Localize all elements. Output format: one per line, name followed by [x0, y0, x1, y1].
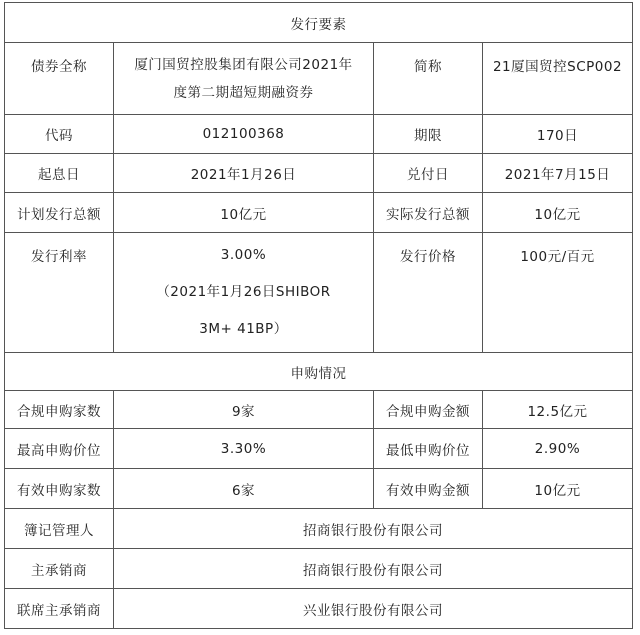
label-valid-amount: 有效申购金额 — [374, 469, 483, 509]
value-term: 170日 — [483, 115, 633, 154]
value-valid-amount: 10亿元 — [483, 469, 633, 509]
value-full-name-line2: 度第二期超短期融资券 — [173, 84, 314, 101]
label-full-name: 债券全称 — [5, 43, 114, 115]
bond-issuance-table — [4, 2, 633, 629]
value-value-date: 2021年1月26日 — [114, 154, 374, 193]
value-issue-price: 100元/百元 — [483, 233, 633, 353]
section-title-issuance: 发行要素 — [5, 3, 633, 43]
label-actual-amount: 实际发行总额 — [374, 193, 483, 233]
value-lead-underwriter: 招商银行股份有限公司 — [114, 549, 633, 589]
label-value-date: 起息日 — [5, 154, 114, 193]
value-issue-rate — [114, 233, 374, 353]
value-compliant-amount: 12.5亿元 — [483, 391, 633, 429]
value-code: 012100368 — [114, 115, 374, 154]
value-issue-rate-main: 3.00% — [220, 247, 267, 263]
value-max-price: 3.30% — [114, 429, 374, 469]
label-term: 期限 — [374, 115, 483, 154]
label-redemption-date: 兑付日 — [374, 154, 483, 193]
label-short-name: 简称 — [374, 43, 483, 115]
value-actual-amount: 10亿元 — [483, 193, 633, 233]
label-planned-amount: 计划发行总额 — [5, 193, 114, 233]
value-redemption-date: 2021年7月15日 — [483, 154, 633, 193]
label-compliant-count: 合规申购家数 — [5, 391, 114, 429]
value-issue-rate-note2: 3M+ 41BP） — [199, 321, 288, 337]
label-min-price: 最低申购价位 — [374, 429, 483, 469]
value-full-name — [114, 43, 374, 115]
label-co-lead-underwriter: 联席主承销商 — [5, 589, 114, 629]
label-issue-rate: 发行利率 — [5, 233, 114, 353]
value-compliant-count: 9家 — [114, 391, 374, 429]
value-valid-count: 6家 — [114, 469, 374, 509]
label-valid-count: 有效申购家数 — [5, 469, 114, 509]
value-short-name: 21厦国贸控SCP002 — [483, 43, 633, 115]
section-title-subscription: 申购情况 — [5, 353, 633, 391]
value-min-price: 2.90% — [483, 429, 633, 469]
value-bookrunner: 招商银行股份有限公司 — [114, 509, 633, 549]
value-planned-amount: 10亿元 — [114, 193, 374, 233]
value-co-lead-underwriter: 兴业银行股份有限公司 — [114, 589, 633, 629]
value-issue-rate-note1: （2021年1月26日SHIBOR — [156, 284, 331, 300]
label-code: 代码 — [5, 115, 114, 154]
label-issue-price: 发行价格 — [374, 233, 483, 353]
label-compliant-amount: 合规申购金额 — [374, 391, 483, 429]
label-bookrunner: 簿记管理人 — [5, 509, 114, 549]
value-full-name-line1: 厦门国贸控股集团有限公司2021年 — [134, 56, 353, 73]
label-lead-underwriter: 主承销商 — [5, 549, 114, 589]
label-max-price: 最高申购价位 — [5, 429, 114, 469]
